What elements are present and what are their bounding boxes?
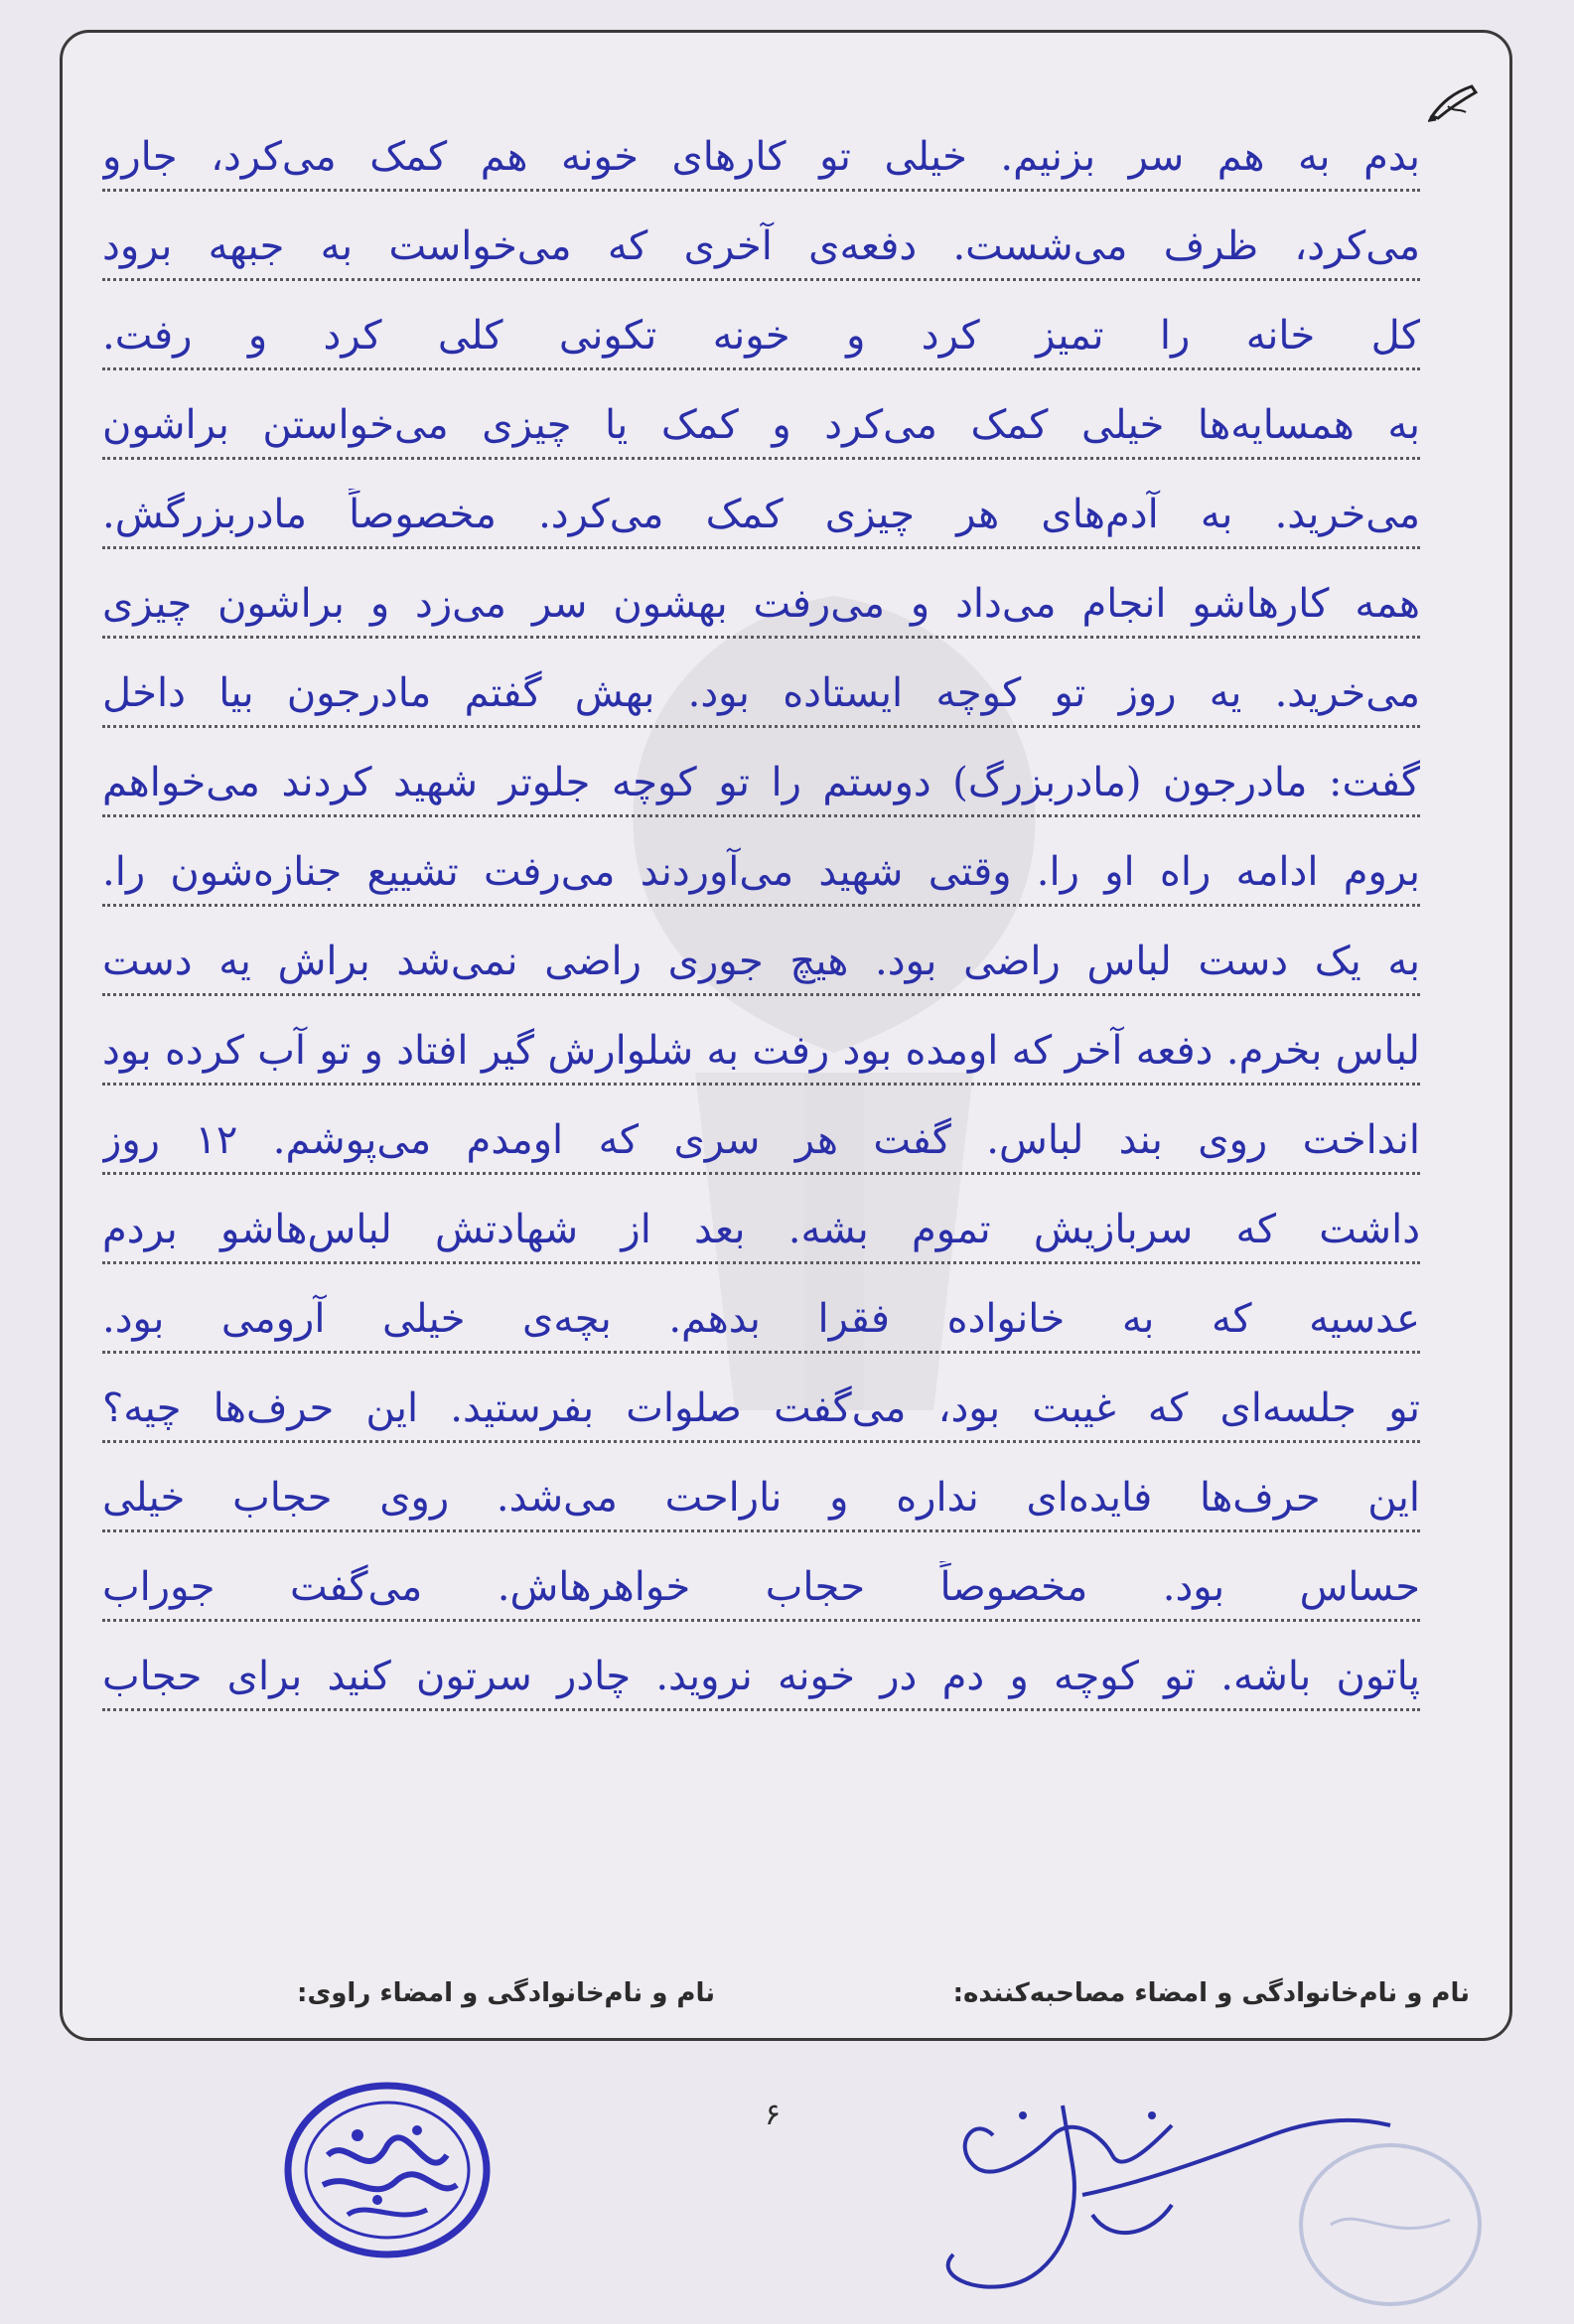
ruled-line [102,549,1420,639]
narrator-signature [854,2076,1410,2314]
interviewer-signature-label: نام و نام‌خانوادگی و امضاء مصاحبه‌کننده: [952,1978,1470,2008]
ruled-line [102,370,1420,460]
handwritten-line-text: بروم ادامه راه او را. وقتی شهید می‌آوردند می‌رفت تشییع جنازه‌شون را. [102,849,1420,895]
ruled-line [102,460,1420,549]
handwritten-line-text: عدسیه که به خانواده فقرا بدهم. بچه‌ی خیلی آرومی بود. [102,1296,1420,1342]
handwritten-line-text: به یک دست لباس راضی بود. هیچ جوری راضی نمی‌شد براش یه دست [102,939,1420,984]
ruled-line [102,1443,1420,1532]
handwritten-line-text: می‌خرید. به آدم‌های هر چیزی کمک می‌کرد. مخصوصاً مادربزرگش. [102,492,1420,537]
ruled-line [102,1264,1420,1354]
handwritten-line-text: انداخت روی بند لباس. گفت هر سری که اومدم می‌پوشم. ۱۲ روز [102,1117,1420,1163]
page-frame [60,30,1512,2041]
narrator-signature-label: نام و نام‌خانوادگی و امضاء راوی: [297,1978,715,2008]
official-seal-stamp [278,2076,497,2264]
ruled-line [102,192,1420,281]
ruled-line [102,102,1420,192]
handwritten-line-text: می‌کرد، ظرف می‌شست. دفعه‌ی آخری که می‌خواست به جبهه برود [102,223,1420,269]
handwritten-line-text: این حرف‌ها فایده‌ای نداره و ناراحت می‌شد. روی حجاب خیلی [102,1475,1420,1521]
ruled-line [102,1532,1420,1622]
ruled-line [102,1354,1420,1443]
handwritten-line-text: به همسایه‌ها خیلی کمک می‌کرد و کمک یا چیزی می‌خواستن براشون [102,402,1420,448]
pen-writing-icon [1428,82,1480,122]
handwritten-line-text: همه کارهاشو انجام می‌داد و می‌رفت بهشون سر می‌زد و براشون چیزی [102,581,1420,627]
handwritten-line-text: تو جلسه‌ای که غیبت بود، می‌گفت صلوات بفرستید. این حرف‌ها چیه؟ [102,1385,1420,1431]
handwritten-line-text: پاتون باشه. تو کوچه و دم در خونه نروید. چادر سرتون کنید برای حجاب [102,1654,1420,1699]
handwritten-line-text: می‌خرید. یه روز تو کوچه ایستاده بود. بهش گفتم مادرجون بیا داخل [102,670,1420,716]
ruled-line [102,728,1420,817]
handwritten-line-text: لباس بخرم. دفعه آخر که اومده بود رفت به شلوارش گیر افتاد و تو آب کرده بود [102,1028,1420,1074]
handwritten-line-text: حساس بود. مخصوصاً حجاب خواهرهاش. می‌گفت جوراب [102,1564,1420,1610]
ruled-line [102,639,1420,728]
ruled-line [102,817,1420,907]
ruled-line [102,1086,1420,1175]
handwritten-line-text: گفت: مادرجون (مادربزرگ) دوستم را تو کوچه جلوتر شهید کردند می‌خواهم [102,760,1420,805]
ruled-line [102,281,1420,370]
page-number: ۶ [765,2098,782,2132]
handwritten-line-text: داشت که سربازیش تموم بشه. بعد از شهادتش لباس‌هاشو بردم [102,1207,1420,1252]
handwritten-line-text: کل خانه را تمیز کرد و خونه تکونی کلی کرد و رفت. [102,313,1420,359]
handwritten-line-text: بدم به هم سر بزنیم. خیلی تو کارهای خونه هم کمک می‌کرد، جارو [102,134,1420,180]
handwritten-lines [102,102,1420,1711]
ruled-line [102,1175,1420,1264]
ruled-line [102,996,1420,1086]
ruled-line [102,1622,1420,1711]
ruled-line [102,907,1420,996]
